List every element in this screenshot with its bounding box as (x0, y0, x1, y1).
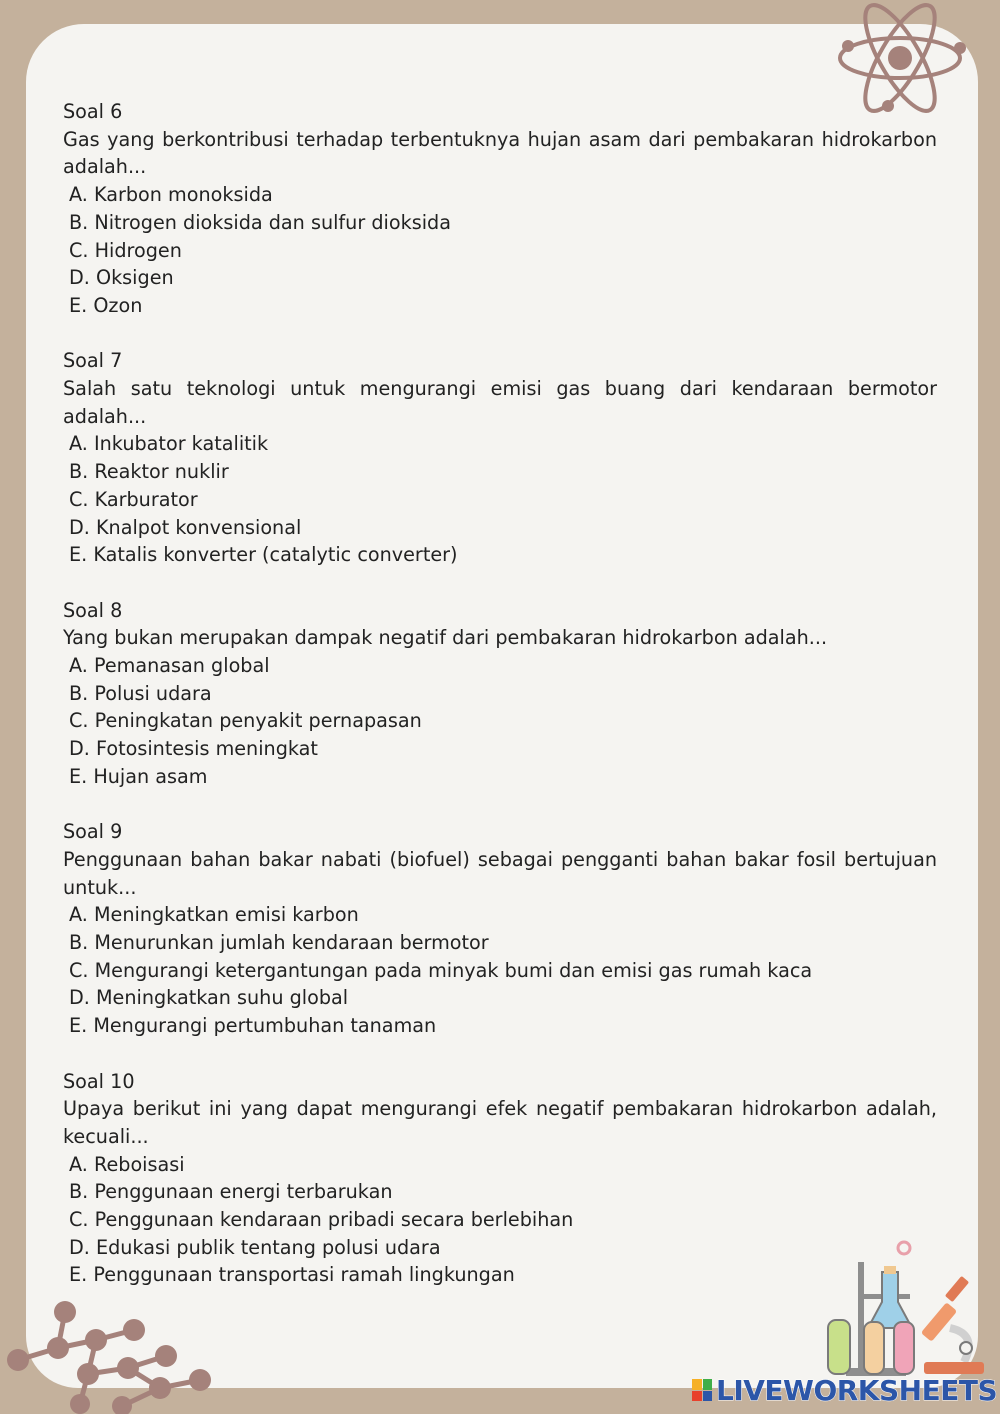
option-a[interactable]: A. Meningkatkan emisi karbon (69, 903, 359, 927)
brand-text: LIVEWORKSHEETS (716, 1373, 998, 1407)
option-b[interactable]: B. Menurunkan jumlah kendaraan bermotor (69, 931, 489, 955)
question-soal-6 (63, 98, 937, 320)
question-soal-10 (63, 1068, 937, 1290)
option-list (63, 901, 937, 1040)
option-d[interactable]: D. Knalpot konvensional (69, 515, 302, 539)
option-b[interactable]: B. Penggunaan energi terbarukan (69, 1180, 393, 1204)
option-e[interactable]: E. Penggunaan transportasi ramah lingkungan (69, 1263, 515, 1287)
option-d[interactable]: D. Edukasi publik tentang polusi udara (69, 1235, 441, 1259)
liveworksheets-logo-icon (692, 1379, 712, 1401)
option-a[interactable]: A. Reboisasi (69, 1152, 185, 1176)
question-text: Upaya berikut ini yang dapat mengurangi efek negatif pembakaran hidrokarbon adalah, kecuali... (63, 1097, 937, 1148)
question-text: Gas yang berkontribusi terhadap terbentuknya hujan asam dari pembakaran hidrokarbon adalah... (63, 127, 937, 179)
question-soal-9 (63, 818, 937, 1040)
liveworksheets-brand[interactable] (692, 1372, 997, 1408)
question-title: Soal 6 (63, 100, 123, 123)
option-c[interactable]: C. Karburator (69, 487, 198, 511)
option-c[interactable]: C. Peningkatan penyakit pernapasan (69, 709, 422, 733)
option-c[interactable]: C. Mengurangi ketergantungan pada minyak bumi dan emisi gas rumah kaca (69, 958, 813, 982)
option-a[interactable]: A. Pemanasan global (69, 654, 270, 678)
option-d[interactable]: D. Fotosintesis meningkat (69, 737, 318, 761)
question-title: Soal 9 (63, 820, 123, 844)
question-title: Soal 7 (63, 349, 123, 373)
option-b[interactable]: B. Reaktor nuklir (69, 460, 229, 484)
option-d[interactable]: D. Oksigen (69, 266, 174, 290)
question-list (63, 98, 937, 1317)
option-a[interactable]: A. Inkubator katalitik (69, 432, 269, 456)
option-c[interactable]: C. Penggunaan kendaraan pribadi secara berlebihan (69, 1208, 574, 1232)
question-soal-7 (63, 347, 937, 569)
option-list (63, 430, 937, 569)
option-list (63, 652, 937, 791)
option-list (63, 181, 937, 320)
option-e[interactable]: E. Ozon (69, 293, 143, 317)
option-e[interactable]: E. Mengurangi pertumbuhan tanaman (69, 1014, 437, 1038)
question-title: Soal 10 (63, 1069, 135, 1093)
option-d[interactable]: D. Meningkatkan suhu global (69, 986, 349, 1010)
question-text: Yang bukan merupakan dampak negatif dari pembakaran hidrokarbon adalah... (63, 626, 828, 650)
question-title: Soal 8 (63, 598, 123, 622)
question-soal-8 (63, 597, 937, 791)
option-b[interactable]: B. Nitrogen dioksida dan sulfur dioksida (69, 210, 451, 234)
question-text: Penggunaan bahan bakar nabati (biofuel) sebagai pengganti bahan bakar fosil bertujuan untuk... (63, 847, 937, 899)
option-b[interactable]: B. Polusi udara (69, 681, 212, 705)
option-list (63, 1151, 937, 1290)
option-a[interactable]: A. Karbon monoksida (69, 183, 273, 207)
question-text: Salah satu teknologi untuk mengurangi emisi gas buang dari kendaraan bermotor adalah... (63, 377, 937, 428)
option-e[interactable]: E. Hujan asam (69, 764, 208, 788)
option-e[interactable]: E. Katalis konverter (catalytic converter) (69, 543, 458, 567)
option-c[interactable]: C. Hidrogen (69, 238, 182, 262)
